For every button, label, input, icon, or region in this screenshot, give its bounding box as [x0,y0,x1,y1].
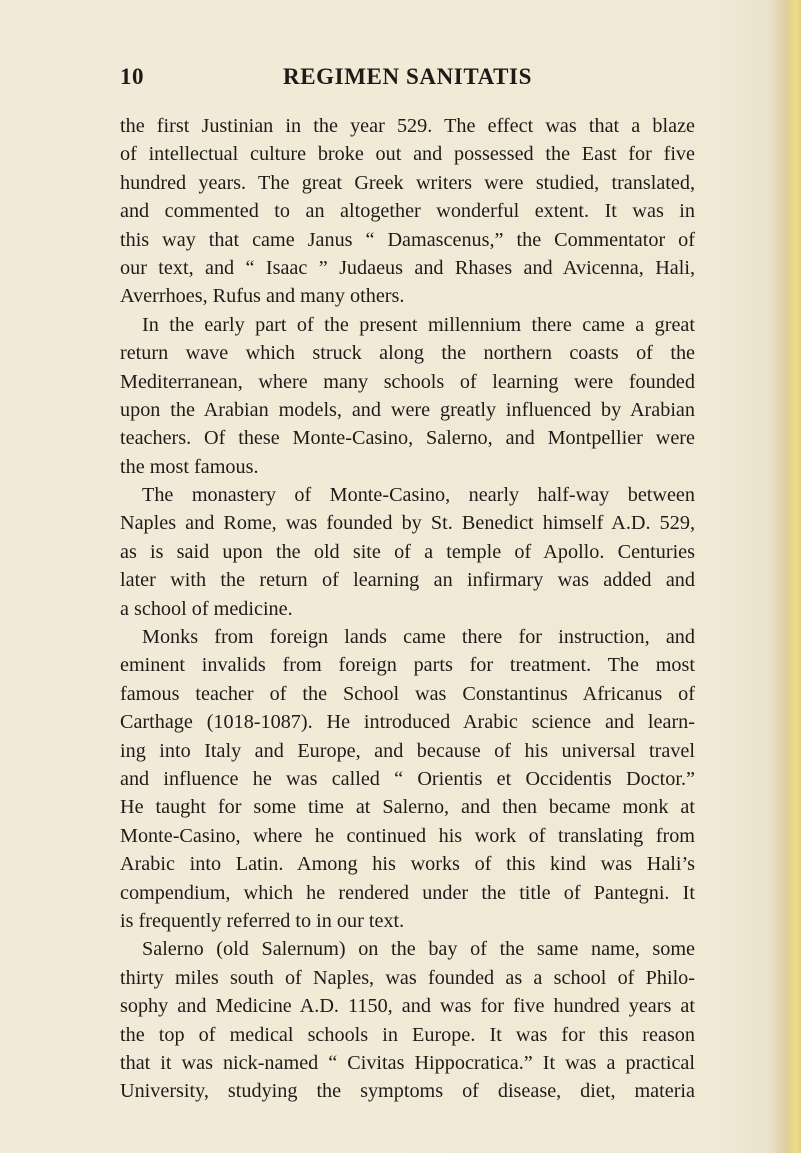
page-header [120,64,695,96]
text-line: and influence he was called “ Orientis et Occidentis Doctor.” [120,767,695,790]
text-line: Monks from foreign lands came there for instruction, and [142,626,695,649]
text-line: The monastery of Monte-Casino, nearly half-way between [142,484,695,507]
text-line: Naples and Rome, was founded by St. Benedict himself A.D. 529, [120,512,695,535]
text-line: as is said upon the old site of a temple of Apollo. Centuries [120,540,695,563]
body-text [120,112,695,1106]
text-line: Salerno (old Salernum) on the bay of the same name, some [142,938,695,961]
text-line: is frequently referred to in our text. [120,909,405,932]
text-line: teachers. Of these Monte-Casino, Salerno, and Montpellier were [120,427,695,450]
running-title: REGIMEN SANITATIS [283,64,532,89]
text-line: sophy and Medicine A.D. 1150, and was for five hundred years at [120,995,695,1018]
text-line: later with the return of learning an infirmary was added and [120,569,695,592]
text-line: Arabic into Latin. Among his works of this kind was Hali’s [120,853,695,876]
text-line: the most famous. [120,455,259,478]
text-line: ing into Italy and Europe, and because of his universal travel [120,739,695,762]
text-line: that it was nick-named “ Civitas Hippocratica.” It was a practical [120,1051,695,1074]
text-line: thirty miles south of Naples, was founded as a school of Philo- [120,966,695,989]
text-line: of intellectual culture broke out and possessed the East for five [120,143,695,166]
text-line: He taught for some time at Salerno, and then became monk at [120,796,695,819]
text-line: Carthage (1018-1087). He introduced Arabic science and learn- [120,711,695,734]
text-line: return wave which struck along the northern coasts of the [120,342,695,365]
text-line: our text, and “ Isaac ” Judaeus and Rhases and Avicenna, Hali, [120,256,695,279]
text-line: the top of medical schools in Europe. It was for this reason [120,1023,695,1046]
text-line: compendium, which he rendered under the title of Pantegni. It [120,881,695,904]
text-line: In the early part of the present millennium there came a great [142,313,695,336]
text-line: this way that came Janus “ Damascenus,” the Commentator of [120,228,695,251]
text-line: famous teacher of the School was Constantinus Africanus of [120,682,695,705]
page-edge-shading [785,0,801,1153]
text-line: a school of medicine. [120,597,293,620]
text-line: the first Justinian in the year 529. The effect was that a blaze [120,115,695,137]
text-line: Mediterranean, where many schools of learning were founded [120,370,695,393]
page-number: 10 [120,64,144,89]
text-line: Averrhoes, Rufus and many others. [120,285,405,308]
text-line: upon the Arabian models, and were greatly influenced by Arabian [120,398,695,421]
text-line: Monte-Casino, where he continued his work of translating from [120,824,695,847]
text-line: University, studying the symptoms of disease, diet, materia [120,1080,695,1103]
text-line: eminent invalids from foreign parts for treatment. The most [120,654,695,677]
text-line: and commented to an altogether wonderful extent. It was in [120,200,695,223]
text-line: hundred years. The great Greek writers were studied, translated, [120,171,695,194]
